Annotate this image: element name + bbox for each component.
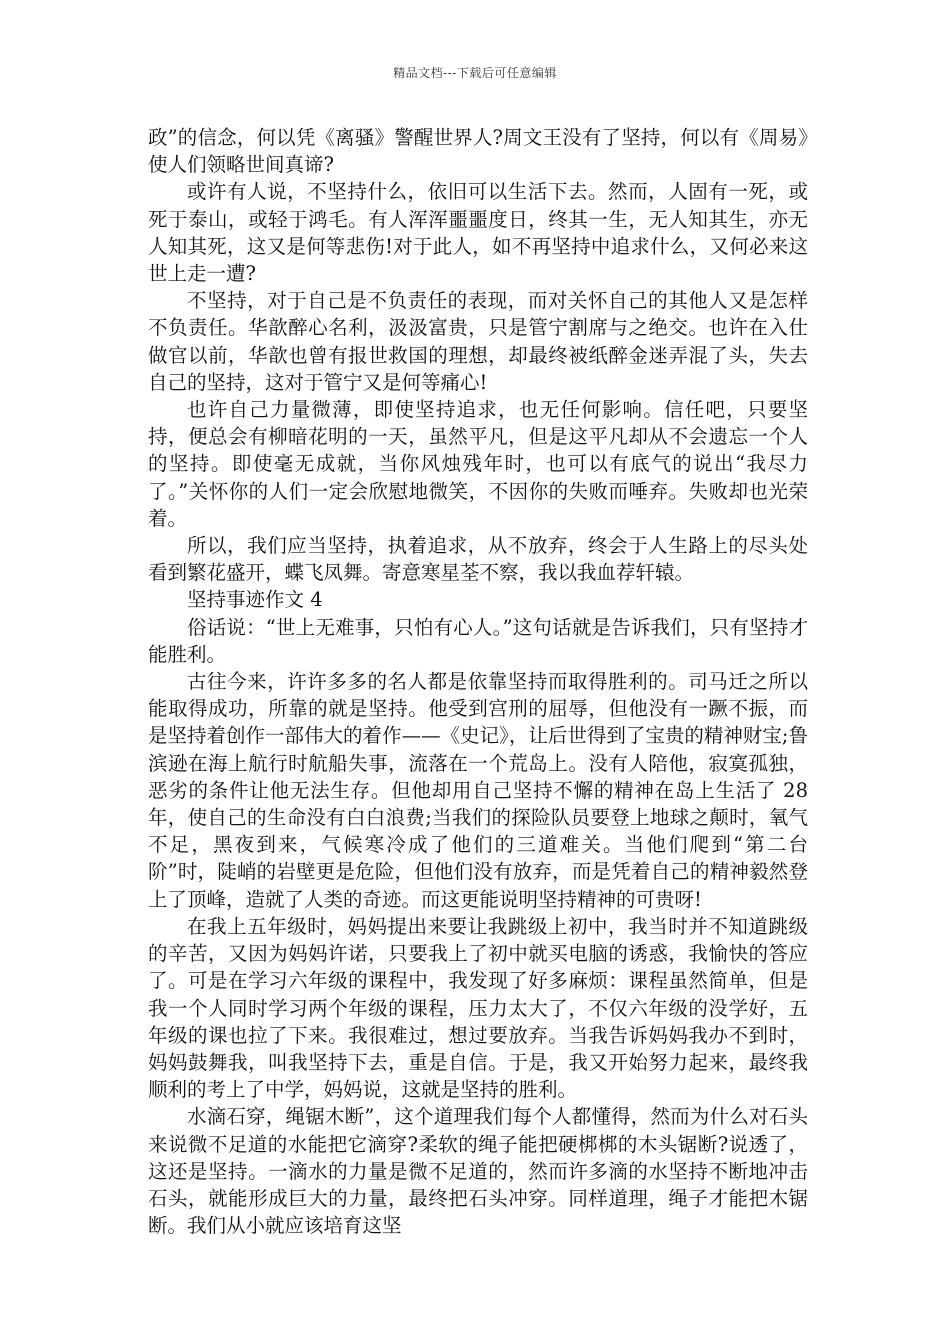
- paragraph: 所以，我们应当坚持，执着追求，从不放弃，终会于人生路上的尽头处看到繁花盛开，蝶飞凤舞。寄意寒星荃不察，我以我血荐轩辕。: [148, 534, 808, 585]
- paragraph: 水滴石穿，绳锯木断”，这个道理我们每个人都懂得，然而为什么对石头来说微不足道的水能把它滴穿?柔软的绳子能把硬梆梆的木头锯断?说透了，这还是坚持。一滴水的力量是微不足道的，然而许多滴的水坚持不断地冲击石头，就能形成巨大的力量，最终把石头冲穿。同样道理，绳子才能把木锯断。我们从小就应该培育这坚: [148, 1105, 808, 1238]
- paragraph: 古往今来，许许多多的名人都是依靠坚持而取得胜利的。司马迁之所以能取得成功，所靠的就是坚持。他受到宫刑的屈辱，但他没有一蹶不振，而是坚持着创作一部伟大的着作——《史记》，让后世得到了宝贵的精神财宝;鲁滨逊在海上航行时航船失事，流落在一个荒岛上。没有人陪他，寂寞孤独，恶劣的条件让他无法生存。但他却用自己坚持不懈的精神在岛上生活了 28 年，使自己的生命没有白白浪费;当我们的探险队员要登上地球之颠时，氧气不足，黑夜到来，气候寒冷成了他们的三道难关。当他们爬到“第二台阶”时，陡峭的岩壁更是危险，但他们没有放弃，而是凭着自己的精神毅然登上了顶峰，造就了人类的奇迹。而这更能说明坚持精神的可贵呀!: [148, 670, 808, 911]
- paragraph: 在我上五年级时，妈妈提出来要让我跳级上初中，我当时并不知道跳级的辛苦，又因为妈妈许诺，只要我上了初中就买电脑的诱惑，我愉快的答应了。可是在学习六年级的课程中，我发现了好多麻烦：课程虽然简单，但是我一个人同时学习两个年级的课程，压力太大了，不仅六年级的没学好，五年级的课也拉了下来。我很难过，想过要放弃。当我告诉妈妈我办不到时，妈妈鼓舞我，叫我坚持下去，重是自信。于是，我又开始努力起来，最终我顺利的考上了中学，妈妈说，这就是坚持的胜利。: [148, 914, 808, 1102]
- paragraph: 政”的信念，何以凭《离骚》警醒世界人?周文王没有了坚持，何以有《周易》使人们领略世间真谛?: [148, 126, 808, 177]
- page-header: 精品文档---下载后可任意编辑: [393, 66, 557, 80]
- document-body: [148, 124, 808, 1239]
- paragraph: 不坚持，对于自己是不负责任的表现，而对关怀自己的其他人又是怎样不负责任。华歆醉心名利，汲汲富贵，只是管宁割席与之绝交。也许在入仕做官以前，华歆也曾有报世救国的理想，却最终被纸醉金迷弄混了头，失去自己的坚持，这对于管宁又是何等痛心!: [148, 289, 808, 394]
- paragraph: 也许自己力量微薄，即使坚持追求，也无任何影响。信任吧，只要坚持，便总会有柳暗花明的一天，虽然平凡，但是这平凡却从不会遗忘一个人的坚持。即使毫无成就，当你风烛残年时，也可以有底气的说出“我尽力了。”关怀你的人们一定会欣慰地微笑，不因你的失败而唾弃。失败却也光荣着。: [148, 398, 808, 530]
- section-heading: 坚持事迹作文 4: [187, 588, 323, 612]
- paragraph: 或许有人说，不坚持什么，依旧可以生活下去。然而，人固有一死，或死于泰山，或轻于鸿毛。有人浑浑噩噩度日，终其一生，无人知其生，亦无人知其死，这又是何等悲伤!对于此人，如不再坚持中追求什么，又何必来这世上走一遭?: [148, 180, 808, 286]
- paragraph: 俗话说：“世上无难事，只怕有心人。”这句话就是告诉我们，只有坚持才能胜利。: [148, 615, 808, 666]
